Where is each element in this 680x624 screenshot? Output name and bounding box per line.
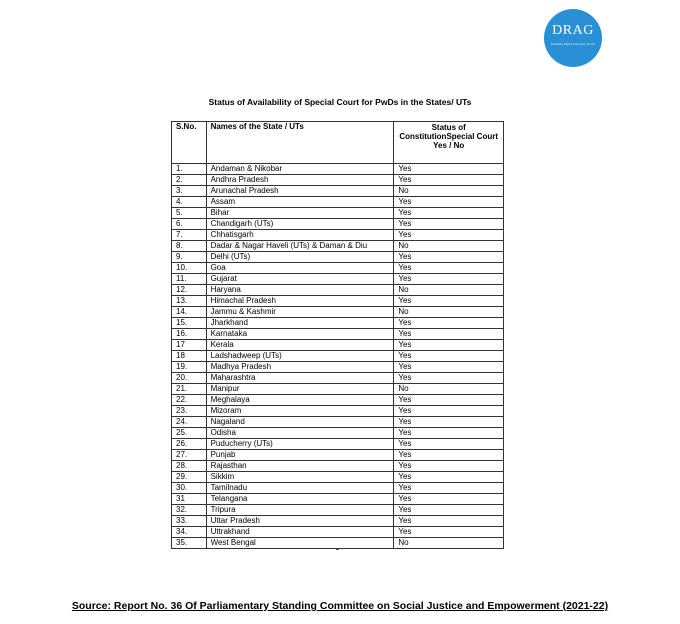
cell-sno: 26. <box>172 439 207 450</box>
table-row <box>172 428 504 439</box>
cell-state-name: Gujarat <box>206 274 394 285</box>
cell-state-name: Kerala <box>206 340 394 351</box>
table-row <box>172 340 504 351</box>
cell-status: Yes <box>394 252 504 263</box>
cell-sno: 17 <box>172 340 207 351</box>
cell-state-name: Nagaland <box>206 417 394 428</box>
cell-state-name: Andhra Pradesh <box>206 175 394 186</box>
table-row <box>172 538 504 549</box>
cell-sno: 11. <box>172 274 207 285</box>
cell-state-name: Dadar & Nagar Haveli (UTs) & Daman & Diu <box>206 241 394 252</box>
cell-sno: 22. <box>172 395 207 406</box>
cell-state-name: Andaman & Nikobar <box>206 164 394 175</box>
table-row <box>172 241 504 252</box>
cell-status: No <box>394 285 504 296</box>
cell-status: Yes <box>394 230 504 241</box>
table-row <box>172 164 504 175</box>
cell-state-name: Ladshadweep (UTs) <box>206 351 394 362</box>
table-row <box>172 494 504 505</box>
table-row <box>172 395 504 406</box>
cell-sno: 20. <box>172 373 207 384</box>
cell-state-name: Madhya Pradesh <box>206 362 394 373</box>
cell-status: Yes <box>394 164 504 175</box>
cell-sno: 12. <box>172 285 207 296</box>
special-court-table <box>171 121 504 549</box>
cell-sno: 29. <box>172 472 207 483</box>
table-row <box>172 208 504 219</box>
table-row <box>172 197 504 208</box>
cell-state-name: Jammu & Kashmir <box>206 307 394 318</box>
cell-status: No <box>394 186 504 197</box>
cell-sno: 14. <box>172 307 207 318</box>
table-row <box>172 439 504 450</box>
header-sno: S.No. <box>172 122 207 164</box>
cell-state-name: Arunachal Pradesh <box>206 186 394 197</box>
table-body <box>172 164 504 549</box>
table-row <box>172 483 504 494</box>
table-row <box>172 527 504 538</box>
cell-status: Yes <box>394 340 504 351</box>
cell-state-name: Uttrakhand <box>206 527 394 538</box>
table-row <box>172 175 504 186</box>
cell-state-name: Odisha <box>206 428 394 439</box>
cell-status: Yes <box>394 527 504 538</box>
cell-state-name: Jharkhand <box>206 318 394 329</box>
cell-state-name: Meghalaya <box>206 395 394 406</box>
cell-status: Yes <box>394 450 504 461</box>
cell-sno: 15. <box>172 318 207 329</box>
cell-sno: 31 <box>172 494 207 505</box>
cell-sno: 9. <box>172 252 207 263</box>
cell-status: Yes <box>394 494 504 505</box>
cell-sno: 6. <box>172 219 207 230</box>
table-row <box>172 307 504 318</box>
cell-status: Yes <box>394 373 504 384</box>
cell-sno: 34. <box>172 527 207 538</box>
cell-sno: 2. <box>172 175 207 186</box>
cell-status: No <box>394 384 504 395</box>
cell-sno: 32. <box>172 505 207 516</box>
cell-sno: 1. <box>172 164 207 175</box>
cell-status: Yes <box>394 428 504 439</box>
table-row <box>172 450 504 461</box>
cell-state-name: Punjab <box>206 450 394 461</box>
cell-sno: 4. <box>172 197 207 208</box>
cell-state-name: Chandigarh (UTs) <box>206 219 394 230</box>
cell-status: Yes <box>394 483 504 494</box>
cell-state-name: Himachal Pradesh <box>206 296 394 307</box>
cell-status: No <box>394 307 504 318</box>
cell-status: Yes <box>394 362 504 373</box>
cell-state-name: Maharashtra <box>206 373 394 384</box>
cell-state-name: Goa <box>206 263 394 274</box>
table-row <box>172 252 504 263</box>
cell-state-name: Mizoram <box>206 406 394 417</box>
table-row <box>172 274 504 285</box>
document-title: Status of Availability of Special Court for PwDs in the States/ UTs <box>208 97 472 107</box>
cell-sno: 7. <box>172 230 207 241</box>
cell-status: Yes <box>394 505 504 516</box>
cell-state-name: Telangana <box>206 494 394 505</box>
cell-status: Yes <box>394 406 504 417</box>
cell-state-name: Assam <box>206 197 394 208</box>
cell-state-name: Tamilnadu <box>206 483 394 494</box>
cell-state-name: Uttar Pradesh <box>206 516 394 527</box>
cell-status: Yes <box>394 296 504 307</box>
cell-state-name: Rajasthan <box>206 461 394 472</box>
cell-sno: 19. <box>172 362 207 373</box>
table-row <box>172 263 504 274</box>
cell-state-name: West Bengal <box>206 538 394 549</box>
cell-sno: 25. <box>172 428 207 439</box>
table-row <box>172 351 504 362</box>
header-state-name: Names of the State / UTs <box>206 122 394 164</box>
cell-state-name: Delhi (UTs) <box>206 252 394 263</box>
cell-sno: 10. <box>172 263 207 274</box>
cell-status: Yes <box>394 516 504 527</box>
source-note: Source: Report No. 36 Of Parliamentary Standing Committee on Social Justice and Empowerment (2021-22) <box>71 600 609 612</box>
cell-status: Yes <box>394 472 504 483</box>
cell-sno: 8. <box>172 241 207 252</box>
cell-state-name: Tripura <box>206 505 394 516</box>
cell-status: Yes <box>394 175 504 186</box>
table-row <box>172 472 504 483</box>
cell-sno: 23. <box>172 406 207 417</box>
table-row <box>172 461 504 472</box>
table-row <box>172 318 504 329</box>
cell-state-name: Manipur <box>206 384 394 395</box>
cell-state-name: Bihar <box>206 208 394 219</box>
header-status: Status of ConstitutionSpecial Court Yes / No <box>394 122 504 164</box>
cell-status: Yes <box>394 318 504 329</box>
cell-sno: 3. <box>172 186 207 197</box>
table-row <box>172 296 504 307</box>
drag-logo <box>544 9 602 67</box>
cell-status: Yes <box>394 395 504 406</box>
cell-sno: 33. <box>172 516 207 527</box>
cell-sno: 16. <box>172 329 207 340</box>
cell-status: Yes <box>394 274 504 285</box>
cell-sno: 13. <box>172 296 207 307</box>
cell-sno: 27. <box>172 450 207 461</box>
table-row <box>172 505 504 516</box>
table-row <box>172 186 504 197</box>
cell-state-name: Karnataka <box>206 329 394 340</box>
cell-sno: 21. <box>172 384 207 395</box>
cell-status: Yes <box>394 461 504 472</box>
cell-status: Yes <box>394 417 504 428</box>
logo-tagline: Disability Rights Advocacy Group <box>550 42 596 46</box>
page-mark <box>336 549 339 552</box>
cell-state-name: Puducherry (UTs) <box>206 439 394 450</box>
cell-sno: 24. <box>172 417 207 428</box>
cell-state-name: Sikkim <box>206 472 394 483</box>
cell-status: Yes <box>394 439 504 450</box>
table-row <box>172 362 504 373</box>
cell-sno: 28. <box>172 461 207 472</box>
cell-state-name: Haryana <box>206 285 394 296</box>
cell-status: Yes <box>394 219 504 230</box>
cell-status: Yes <box>394 208 504 219</box>
table-header-row <box>172 122 504 164</box>
table-row <box>172 373 504 384</box>
table-row <box>172 384 504 395</box>
cell-status: Yes <box>394 329 504 340</box>
cell-state-name: Chhatisgarh <box>206 230 394 241</box>
cell-sno: 35. <box>172 538 207 549</box>
table-row <box>172 516 504 527</box>
table-row <box>172 329 504 340</box>
cell-status: Yes <box>394 351 504 362</box>
cell-status: Yes <box>394 263 504 274</box>
cell-status: No <box>394 241 504 252</box>
cell-sno: 5. <box>172 208 207 219</box>
cell-sno: 18 <box>172 351 207 362</box>
table-row <box>172 417 504 428</box>
cell-status: Yes <box>394 197 504 208</box>
table-row <box>172 219 504 230</box>
cell-status: No <box>394 538 504 549</box>
logo-text: DRAG <box>552 23 594 38</box>
table-row <box>172 406 504 417</box>
table-row <box>172 230 504 241</box>
table-row <box>172 285 504 296</box>
cell-sno: 30. <box>172 483 207 494</box>
